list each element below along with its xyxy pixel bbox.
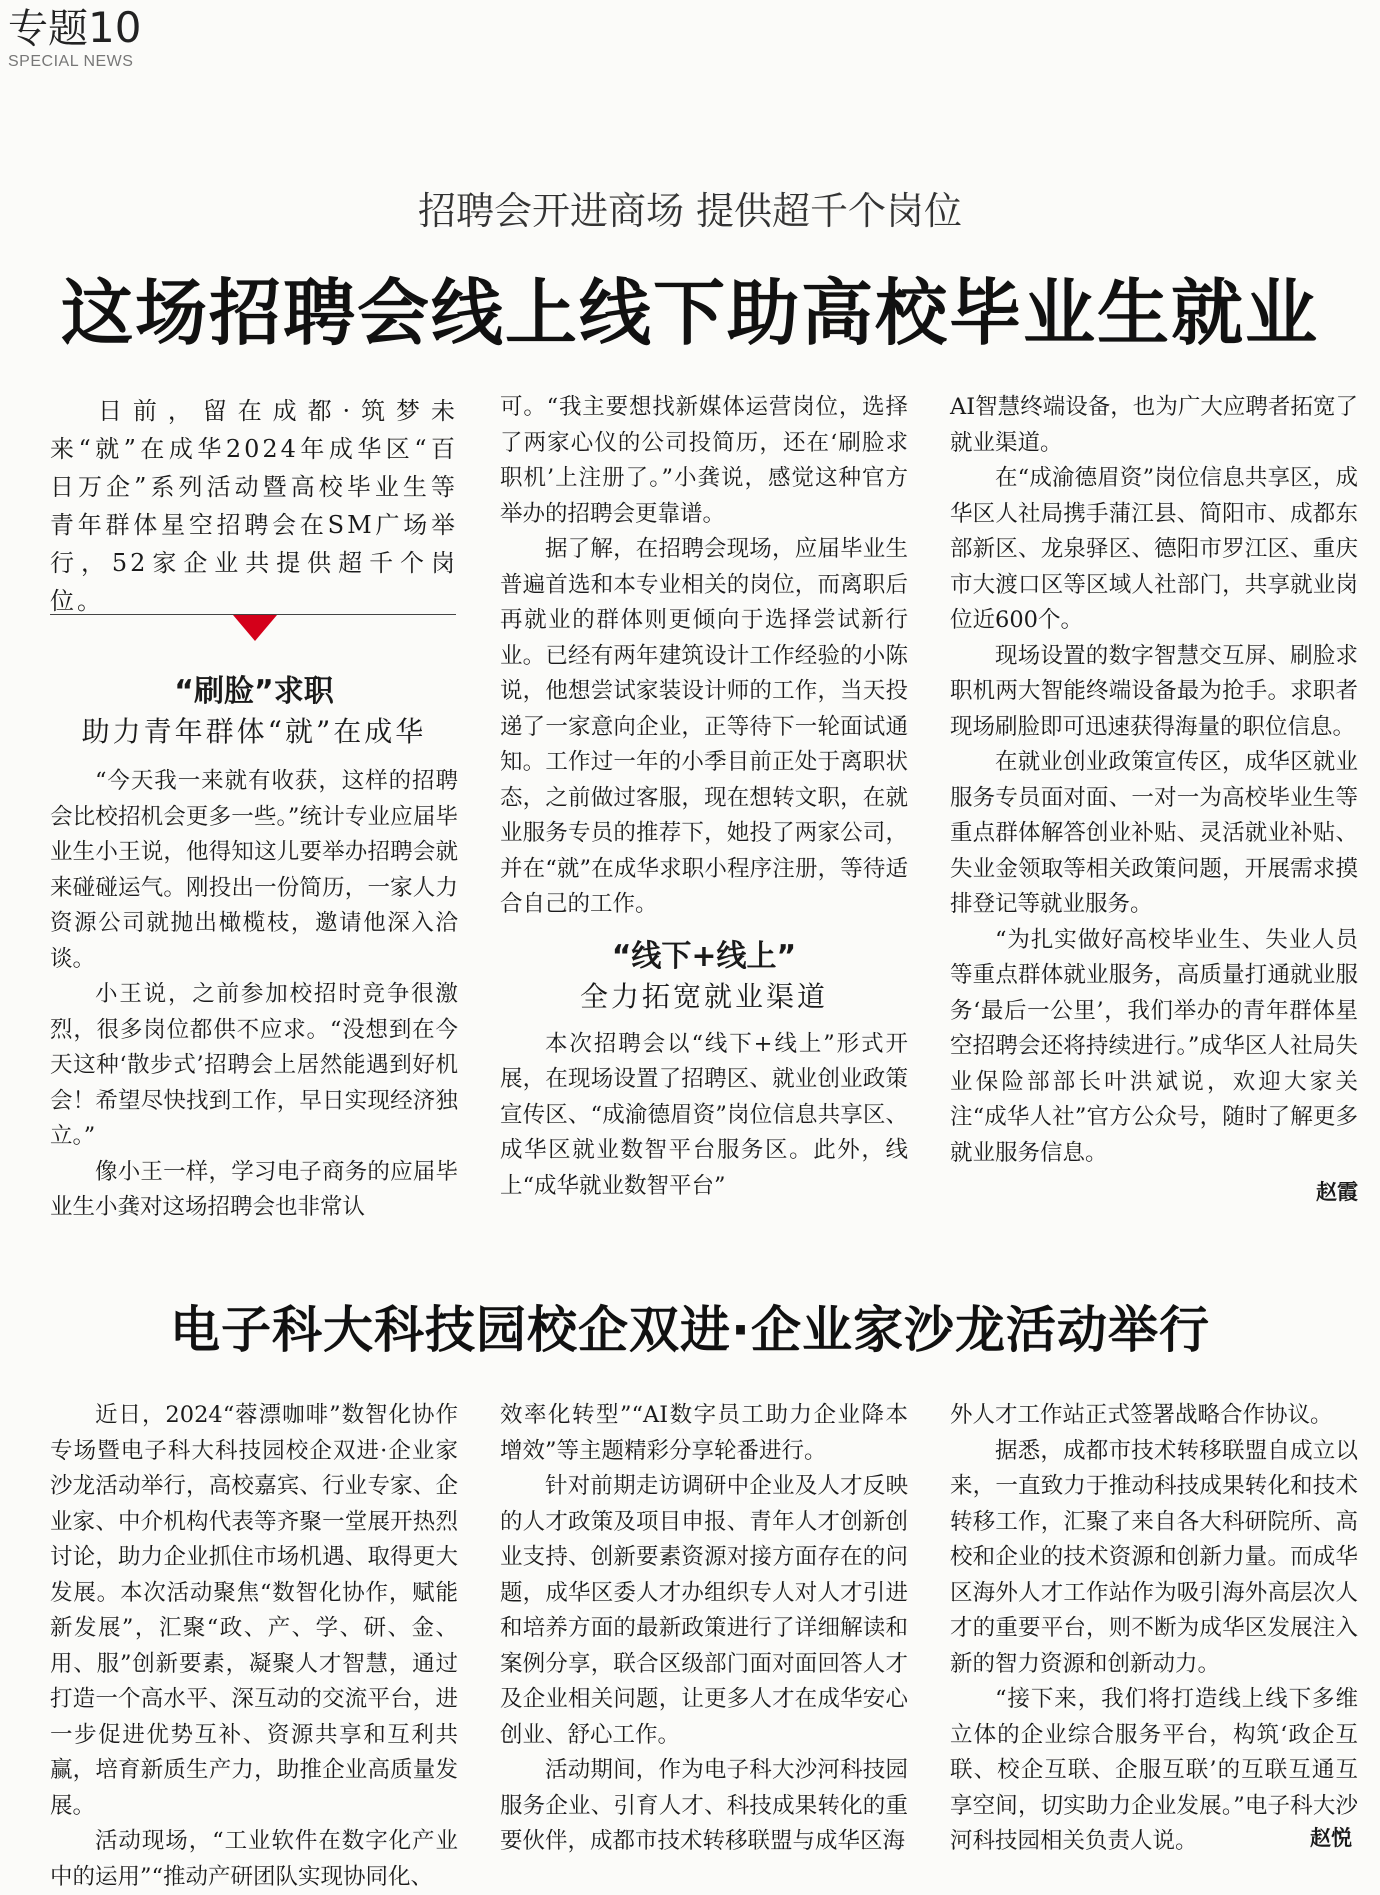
paragraph: 本次招聘会以“线下+线上”形式开展，在现场设置了招聘区、就业创业政策宣传区、“成渝德眉资”岗位信息共享区、成华区就业数智平台服务区。此外，线上“成华就业数智平台” xyxy=(500,1030,908,1199)
article2-headline: 电子科大科技园校企双进·企业家沙龙活动举行 xyxy=(170,1301,1210,1359)
page-number: 10 xyxy=(88,3,142,52)
article2-column-2 xyxy=(500,1398,908,1854)
paragraph: 现场设置的数字智慧交互屏、刷脸求职机两大智能终端设备最为抢手。求职者现场刷脸即可迅速获得海量的职位信息。 xyxy=(950,642,1358,740)
article1-subhead-1 xyxy=(50,672,458,752)
paragraph: 活动期间，作为电子科大沙河科技园服务企业、引育人才、科技成果转化的重要伙伴，成都市技术转移联盟与成华区海 xyxy=(500,1757,908,1854)
paragraph: 可。“我主要想找新媒体运营岗位，选择了两家心仪的公司投简历，还在‘刷脸求职机’上注册了。”小龚说，感觉这种官方举办的招聘会更靠谱。 xyxy=(500,394,908,527)
article1-subtitle: 招聘会开进商场 提供超千个岗位 xyxy=(417,189,963,233)
article1-subhead-2 xyxy=(500,937,908,1017)
subhead-1-line-2: 助力青年群体“就”在成华 xyxy=(81,715,427,748)
section-english-label: SPECIAL NEWS xyxy=(8,53,134,70)
article1-column-2 xyxy=(500,390,908,1204)
paragraph: 活动现场，“工业软件在数字化产业中的运用”“推动产研团队实现协同化、 xyxy=(50,1828,458,1890)
paragraph: 像小王一样，学习电子商务的应届毕业生小龚对这场招聘会也非常认 xyxy=(50,1158,458,1220)
paragraph: 在就业创业政策宣传区，成华区就业服务专员面对面、一对一为高校毕业生等重点群体解答创业补贴、灵活就业补贴、失业金领取等相关政策问题，开展需求摸排登记等就业服务。 xyxy=(950,749,1358,917)
paragraph: 在“成渝德眉资”岗位信息共享区，成华区人社局携手蒲江县、简阳市、成都东部新区、龙泉驿区、德阳市罗江区、重庆市大渡口区等区域人社部门，共享就业岗位近600个。 xyxy=(950,465,1358,633)
article2-column-1 xyxy=(50,1398,458,1890)
masthead xyxy=(8,3,142,71)
paragraph: 据悉，成都市技术转移联盟自成立以来，一直致力于推动科技成果转化和技术转移工作，汇聚了来自各大科研院所、高校和企业的技术资源和创新力量。而成华区海外人才工作站作为吸引海外高层次人才的重要平台，则不断为成华区发展注入新的智力资源和创新动力。 xyxy=(950,1437,1358,1677)
paragraph: 针对前期走访调研中企业及人才反映的人才政策及项目申报、青年人才创新创业支持、创新要素资源对接方面存在的问题，成华区委人才办组织专人对人才引进和培养方面的最新政策进行了详细解读和案例分享，联合区级部门面对面回答人才及企业相关问题，让更多人才在成华安心创业、舒心工作。 xyxy=(500,1473,908,1748)
paragraph: 效率化转型”“AI数字员工助力企业降本增效”等主题精彩分享轮番进行。 xyxy=(500,1402,908,1464)
paragraph: “接下来，我们将打造线上线下多维立体的企业综合服务平台，构筑‘政企互联、校企互联、企服互联’的互联互通互享空间，切实助力企业发展。”电子科大沙河科技园相关负责人说。 xyxy=(950,1686,1358,1854)
red-triangle-icon xyxy=(233,615,277,641)
paragraph: “为扎实做好高校毕业生、失业人员等重点群体就业服务，高质量打通就业服务‘最后一公里’，我们举办的青年群体星空招聘会还将持续进行。”成华区人社局失业保险部部长叶洪斌说，欢迎大家关注“成华人社”官方公众号，随时了解更多就业服务信息。 xyxy=(950,926,1358,1166)
subhead-2-line-1: “线下+线上” xyxy=(611,938,797,974)
paragraph: 外人才工作站正式签署战略合作协议。 xyxy=(950,1402,1333,1428)
paragraph: 小王说，之前参加校招时竞争很激烈，很多岗位都供不应求。“没想到在今天这种‘散步式’招聘会上居然能遇到好机会！希望尽快找到工作，早日实现经济独立。” xyxy=(50,981,458,1149)
paragraph: AI智慧终端设备，也为广大应聘者拓宽了就业渠道。 xyxy=(950,394,1358,456)
paragraph: 近日，2024“蓉漂咖啡”数智化协作专场暨电子科大科技园校企双进·企业家沙龙活动举行，高校嘉宾、行业专家、企业家、中介机构代表等齐聚一堂展开热烈讨论，助力企业抓住市场机遇、取得更大发展。本次活动聚焦“数智化协作，赋能新发展”，汇聚“政、产、学、研、金、用、服”创新要素，凝聚人才智慧，通过打造一个高水平、深互动的交流平台，进一步促进优势互补、资源共享和互利共赢，培育新质生产力，助推企业高质量发展。 xyxy=(50,1402,458,1819)
article1-lead: 日前，留在成都·筑梦未来“就”在成华2024年成华区“百日万企”系列活动暨高校毕业生等青年群体星空招聘会在SM广场举行，52家企业共提供超千个岗位。 xyxy=(50,397,458,615)
article1-byline: 赵霞 xyxy=(1316,1180,1358,1204)
section-name: 专题 xyxy=(8,6,88,52)
article2-byline: 赵悦 xyxy=(1310,1826,1352,1850)
section-title xyxy=(8,3,142,52)
paragraph: 据了解，在招聘会现场，应届毕业生普遍首选和本专业相关的岗位，而离职后再就业的群体则更倾向于选择尝试新行业。已经有两年建筑设计工作经验的小陈说，他想尝试家装设计师的工作，当天投递了一家意向企业，正等待下一轮面试通知。工作过一年的小季目前正处于离职状态，之前做过客服，现在想转文职，在就业服务专员的推荐下，她投了两家公司，并在“就”在成华求职小程序注册，等待适合自己的工作。 xyxy=(500,536,908,917)
subhead-2-line-2: 全力拓宽就业渠道 xyxy=(579,979,828,1013)
paragraph: “今天我一来就有收获，这样的招聘会比校招机会更多一些。”统计专业应届毕业生小王说，他得知这儿要举办招聘会就来碰碰运气。刚投出一份简历，一家人力资源公司就抛出橄榄枝，邀请他深入洽谈。 xyxy=(50,768,458,972)
article1-column-1 xyxy=(50,672,458,1226)
article1-column-3 xyxy=(950,390,1358,1211)
article1-headline: 这场招聘会线上线下助高校毕业生就业 xyxy=(60,271,1319,355)
article2-column-3 xyxy=(950,1398,1358,1854)
subhead-1-line-1: “刷脸”求职 xyxy=(174,674,334,709)
